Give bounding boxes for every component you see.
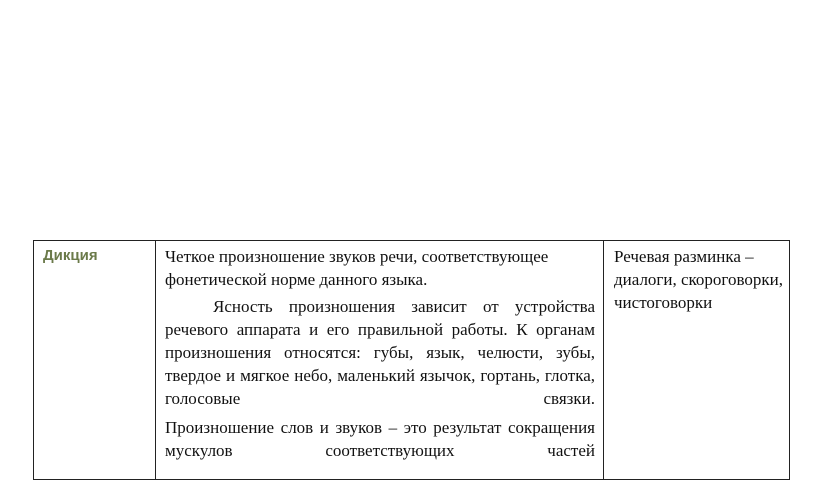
definition-cell (156, 241, 604, 479)
term-label: Дикция (43, 247, 98, 264)
definition-paragraph-1: Четкое произношение звуков речи, соответствующее фонетической норме данного языка. (165, 247, 549, 289)
term-cell (34, 241, 156, 479)
method-cell (604, 241, 789, 479)
document-table (33, 240, 790, 480)
definition-paragraph-2: Ясность произношения зависит от устройства речевого аппарата и его правильной работы. К органам произношения относятся: губы, язык, челюсти, зубы, твердое и мягкое небо, маленький язычок, гортань, глотка, голосовые связки. (165, 297, 595, 408)
definition-paragraph-3: Произношение слов и звуков – это результат сокращения мускулов соответствующих частей (165, 418, 595, 460)
method-text: Речевая разминка – диалоги, скороговорки, чистоговорки (614, 247, 784, 312)
